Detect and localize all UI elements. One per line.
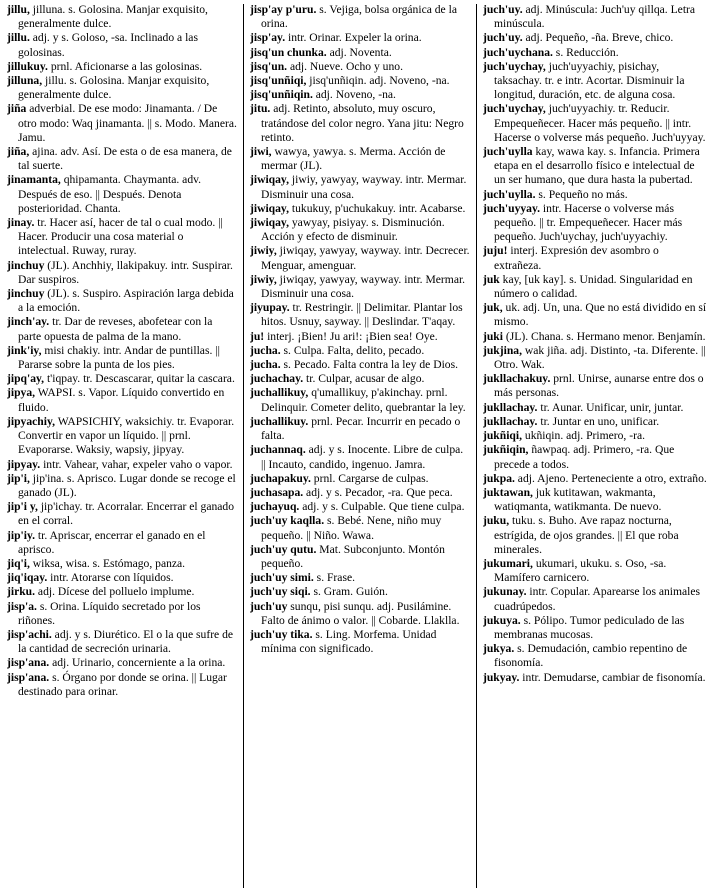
dictionary-entry	[7, 74, 237, 102]
entry-definition: s. Reducción.	[552, 45, 619, 59]
dictionary-entry	[250, 60, 470, 74]
entry-headword: juchallikuy,	[250, 386, 309, 400]
entry-definition: intr. Atorarse con líquidos.	[47, 571, 174, 585]
entry-definition: adj. Retinto, absoluto, muy oscuro, tratándose del color negro. Yana jitu: Negro retinto.	[261, 102, 464, 144]
dictionary-entry	[483, 614, 708, 642]
entry-headword: juku,	[483, 514, 510, 528]
dictionary-entry	[250, 344, 470, 358]
entry-headword: juk	[483, 272, 500, 286]
entry-definition: s. Pequeño no más.	[535, 187, 628, 201]
entry-headword: jiña,	[7, 145, 30, 159]
entry-headword: juch'uychay,	[483, 59, 546, 73]
entry-definition: sunqu, pisi sunqu. adj. Pusilámine. Falto de ánimo o valor. || Cobarde. Llaklla.	[261, 599, 460, 627]
dictionary-entry	[483, 486, 708, 514]
entry-definition: juk kutitawan, wakmanta, watiqmanta, watikmanta. De nuevo.	[494, 485, 662, 514]
entry-headword: jinchuy	[7, 258, 45, 272]
entry-headword: juk,	[483, 301, 503, 315]
entry-headword: jukjina,	[483, 343, 522, 357]
entry-headword: jillu,	[7, 3, 30, 16]
dictionary-entry	[483, 3, 708, 31]
entry-headword: jisp'ana.	[7, 670, 50, 684]
entry-headword: jukpa.	[483, 471, 515, 485]
dictionary-entry	[483, 46, 708, 60]
entry-definition: qhipamanta. Chaymanta. adv. Después de eso. || Después. Denota posterioridad. Chanta.	[18, 173, 202, 215]
entry-definition: wiksa, wisa. s. Estómago, panza.	[29, 556, 186, 570]
entry-headword: juchachay.	[250, 372, 304, 386]
entry-definition: intr. Orinar. Expeler la orina.	[285, 31, 422, 45]
entry-definition: adverbial. De ese modo: Jinamanta. / De otro modo: Waq jinamanta. || s. Modo. Manera. Jamu.	[18, 102, 237, 144]
dictionary-entry	[483, 145, 708, 188]
dictionary-entry	[250, 600, 470, 628]
dictionary-entry	[250, 216, 470, 244]
dictionary-entry	[483, 188, 708, 202]
dictionary-entry	[483, 372, 708, 400]
dictionary-entry	[7, 287, 237, 315]
entry-headword: juch'uy siqi.	[250, 585, 311, 599]
entry-definition: s. Bebé. Nene, niño muy pequeño. || Niño. Wawa.	[261, 514, 442, 542]
entry-definition: misi chakiy. intr. Andar de puntillas. || Pararse sobre la punta de los pies.	[18, 343, 220, 372]
dictionary-entry	[483, 244, 708, 272]
entry-definition: adj. y s. Diurético. El o la que sufre de la cantidad de secreción urinaria.	[18, 627, 234, 656]
entry-headword: jucha.	[250, 358, 281, 372]
entry-definition: Mat. Subconjunto. Montón pequeño.	[261, 542, 445, 570]
entry-definition: adj. Ajeno. Perteneciente a otro, extraño.	[514, 471, 707, 485]
entry-headword: jitu.	[250, 102, 271, 116]
entry-definition: s. Vejiga, bolsa orgánica de la orina.	[261, 3, 457, 31]
entry-headword: jiq'iqay.	[7, 571, 48, 585]
dictionary-entry	[250, 358, 470, 372]
entry-headword: jukñiqin,	[483, 443, 529, 457]
dictionary-entry	[250, 173, 470, 201]
dictionary-entry	[7, 31, 237, 59]
entry-definition: interj. ¡Bien! Ju ari!: ¡Bien sea! Oye.	[264, 329, 438, 343]
entry-headword: jinamanta,	[7, 173, 61, 187]
entry-definition: prnl. Aficionarse a las golosinas.	[47, 59, 203, 73]
entry-headword: jink'iy,	[7, 343, 42, 357]
entry-definition: tr. Aunar. Unificar, unir, juntar.	[537, 400, 684, 414]
entry-definition: jisq'unñiqin. adj. Noveno, -na.	[306, 74, 450, 88]
entry-definition: uk. adj. Un, una. Que no está dividido en sí mismo.	[494, 301, 707, 329]
dictionary-entry	[7, 344, 237, 372]
entry-definition: (JL). s. Suspiro. Aspiración larga debida a la emoción.	[18, 287, 234, 315]
entry-definition: jilluna. s. Golosina. Manjar exquisito, generalmente dulce.	[18, 3, 208, 31]
entry-headword: jisq'unñiqi,	[250, 74, 307, 88]
dictionary-entry	[7, 3, 237, 31]
entry-headword: jipyay.	[7, 457, 41, 471]
dictionary-entry	[483, 301, 708, 329]
entry-definition: tr. Apriscar, encerrar el ganado en el aprisco.	[18, 528, 206, 556]
entry-definition: ukñiqin. adj. Primero, -ra.	[522, 429, 645, 443]
dictionary-entry	[7, 628, 237, 656]
entry-definition: adj. y s. Culpable. Que tiene culpa.	[299, 500, 465, 514]
dictionary-entry	[7, 571, 237, 585]
entry-headword: jipyachiy,	[7, 414, 55, 428]
entry-definition: juch'uyyachiy. tr. Reducir. Empequeñecer. Hacer más pequeño. || intr. Hacerse o volverse más pequeño. Juch'uyyay.	[494, 102, 706, 144]
dictionary-entry	[483, 429, 708, 443]
entry-definition: tuku. s. Buho. Ave rapaz nocturna, estrígida, de ojos grandes. || El que roba minerales.	[494, 514, 679, 556]
entry-headword: jiña	[7, 102, 27, 116]
entry-headword: jip'i,	[7, 471, 30, 485]
dictionary-entry	[250, 514, 470, 542]
entry-definition: wawya, yawya. s. Merma. Acción de mermar (JL).	[261, 145, 446, 173]
entry-headword: jisp'ay p'uru.	[250, 3, 317, 16]
entry-definition: adj. Dícese del polluelo implume.	[35, 585, 195, 599]
entry-definition: intr. Copular. Aparearse los animales cuadrúpedos.	[494, 585, 701, 613]
entry-definition: yawyay, pisiyay. s. Disminución. Acción y efecto de disminuir.	[261, 216, 445, 244]
dictionary-entry	[483, 671, 708, 685]
entry-headword: juch'uy tika.	[250, 627, 313, 641]
dictionary-entry	[250, 301, 470, 329]
dictionary-entry	[250, 443, 470, 471]
entry-definition: jip'ichay. tr. Acorralar. Encerrar el ganado en el corral.	[18, 500, 235, 528]
entry-headword: jisq'unñiqin.	[250, 88, 313, 102]
entry-headword: jillu.	[7, 31, 30, 45]
entry-headword: juch'uy	[250, 599, 288, 613]
entry-definition: prnl. Unirse, aunarse entre dos o más personas.	[494, 372, 704, 400]
entry-definition: interj. Expresión dev asombro o extrañeza.	[494, 244, 659, 272]
entry-headword: jisp'a.	[7, 599, 37, 613]
entry-definition: s. Pecado. Falta contra la ley de Dios.	[280, 358, 459, 372]
entry-definition: adj. Urinario, concerniente a la orina.	[49, 656, 226, 670]
dictionary-entry	[250, 472, 470, 486]
entry-headword: ju!	[250, 329, 265, 343]
entry-headword: jinch'ay.	[7, 315, 50, 329]
dictionary-entry	[7, 216, 237, 259]
entry-headword: jukunay.	[483, 585, 527, 599]
entry-definition: jillu. s. Golosina. Manjar exquisito, generalmente dulce.	[18, 74, 210, 102]
dictionary-entry	[7, 458, 237, 472]
dictionary-entry	[7, 557, 237, 571]
entry-definition: t'iqpay. tr. Descascarar, quitar la cascara.	[44, 372, 235, 386]
column-middle	[250, 3, 470, 888]
entry-headword: jiwiqay,	[250, 216, 289, 230]
entry-headword: juch'uy qutu.	[250, 542, 317, 556]
entry-headword: juktawan,	[483, 485, 533, 499]
entry-headword: jukñiqi,	[483, 429, 522, 443]
entry-headword: juchannaq.	[250, 443, 306, 457]
dictionary-entry	[250, 386, 470, 414]
dictionary-entry	[483, 585, 708, 613]
dictionary-entry	[483, 642, 708, 670]
entry-headword: jisq'un chunka.	[250, 45, 327, 59]
dictionary-entry	[250, 46, 470, 60]
entry-definition: prnl. Cargarse de culpas.	[310, 471, 429, 485]
dictionary-entry	[483, 443, 708, 471]
dictionary-entry	[483, 415, 708, 429]
entry-headword: juchallikuy.	[250, 414, 309, 428]
dictionary-entry	[250, 330, 470, 344]
entry-definition: jiwiqay, yawyay, wayway. intr. Mermar. Disminuir una cosa.	[261, 272, 466, 301]
entry-definition: wak jiña. adj. Distinto, -ta. Diferente. || Otro. Wak.	[494, 343, 706, 372]
entry-headword: jisp'achi.	[7, 627, 52, 641]
dictionary-entry	[7, 259, 237, 287]
dictionary-entry	[7, 656, 237, 670]
entry-headword: juch'uylla	[483, 145, 533, 159]
dictionary-entry	[250, 3, 470, 31]
entry-definition: adj. Minúscula: Juch'uy qillqa. Letra minúscula.	[494, 3, 696, 31]
dictionary-entry	[7, 671, 237, 699]
dictionary-entry	[250, 500, 470, 514]
entry-definition: q'umallikuy, p'akinchay. prnl. Delinquir. Cometer delito, quebrantar la ley.	[261, 386, 466, 414]
dictionary-entry	[7, 585, 237, 599]
entry-definition: WAPSI. s. Vapor. Líquido convertido en fluido.	[18, 386, 225, 414]
dictionary-entry	[250, 372, 470, 386]
entry-headword: juch'uychay,	[483, 102, 546, 116]
dictionary-entry	[250, 415, 470, 443]
entry-definition: ajina. adv. Así. De esta o de esa manera, de tal suerte.	[18, 145, 232, 173]
dictionary-entry	[483, 472, 708, 486]
entry-definition: adj. y s. Pecador, -ra. Que peca.	[303, 485, 453, 499]
entry-headword: juchasapa.	[250, 485, 304, 499]
dictionary-entry	[483, 102, 708, 145]
dictionary-entry	[250, 244, 470, 272]
entry-headword: juch'uy kaqlla.	[250, 514, 325, 528]
dictionary-entry	[7, 315, 237, 343]
dictionary-entry	[7, 415, 237, 458]
entry-definition: ñawpaq. adj. Primero, -ra. Que precede a todos.	[494, 443, 675, 471]
entry-headword: juch'uy.	[483, 3, 523, 16]
dictionary-entry	[250, 628, 470, 656]
entry-headword: jillukuy.	[7, 59, 48, 73]
dictionary-entry	[483, 273, 708, 301]
dictionary-entry	[250, 88, 470, 102]
column-divider	[476, 4, 477, 888]
entry-definition: tr. Culpar, acusar de algo.	[303, 372, 425, 386]
entry-definition: kay, [uk kay]. s. Unidad. Singularidad en número o calidad.	[494, 272, 693, 301]
dictionary-entry	[250, 202, 470, 216]
dictionary-entry	[250, 74, 470, 88]
dictionary-entry	[250, 145, 470, 173]
dictionary-entry	[483, 557, 708, 585]
dictionary-entry	[7, 145, 237, 173]
entry-headword: jinay.	[7, 216, 35, 230]
dictionary-entry	[7, 386, 237, 414]
dictionary-entry	[250, 31, 470, 45]
entry-definition: s. Demudación, cambio repentino de fisonomía.	[494, 642, 688, 670]
entry-definition: tr. Hacer así, hacer de tal o cual modo. || Hacer. Producir una cosa material o intelectual. Ruway, ruray.	[18, 216, 223, 258]
entry-headword: jisq'un.	[250, 59, 288, 73]
entry-definition: intr. Vahear, vahar, expeler vaho o vapor.	[40, 457, 233, 471]
entry-headword: jisp'ay.	[250, 31, 286, 45]
entry-headword: jirku.	[7, 585, 36, 599]
entry-headword: juch'uy simi.	[250, 571, 314, 585]
dictionary-entry	[483, 401, 708, 415]
dictionary-entry	[7, 372, 237, 386]
entry-definition: adj. Pequeño, -ña. Breve, chico.	[522, 31, 674, 45]
entry-headword: jiwiqay,	[250, 173, 289, 187]
entry-definition: (JL). Chana. s. Hermano menor. Benjamín.	[502, 329, 706, 343]
entry-headword: jipya,	[7, 386, 36, 400]
dictionary-entry	[250, 102, 470, 145]
entry-definition: juch'uyyachiy, pisichay, taksachay. tr. e intr. Acortar. Disminuir la longitud, duración, etc. de alguna cosa.	[494, 59, 685, 102]
entry-headword: juchapakuy.	[250, 471, 311, 485]
entry-headword: juch'uyyay.	[483, 201, 541, 215]
dictionary-entry	[483, 31, 708, 45]
entry-headword: jip'i y,	[7, 500, 38, 514]
entry-definition: ukumari, ukuku. s. Oso, -sa. Mamífero carnicero.	[494, 556, 667, 585]
entry-headword: jukya.	[483, 642, 515, 656]
entry-headword: jukuya.	[483, 613, 521, 627]
entry-headword: jinchuy	[7, 287, 45, 301]
entry-definition: WAPSICHIY, waksichiy. tr. Evaporar. Convertir en vapor un líquido. || prnl. Evaporarse. Waksiy, wapsiy, jipyay.	[18, 414, 235, 457]
dictionary-entry	[7, 472, 237, 500]
entry-definition: s. Gram. Guión.	[310, 585, 388, 599]
dictionary-entry	[483, 514, 708, 557]
dictionary-entry	[483, 202, 708, 245]
dictionary-entry	[250, 486, 470, 500]
dictionary-entry	[250, 273, 470, 301]
dictionary-entry	[7, 60, 237, 74]
entry-headword: jip'iy.	[7, 528, 36, 542]
column-divider	[243, 4, 244, 888]
entry-definition: s. Órgano por donde se orina. || Lugar destinado para orinar.	[18, 670, 227, 698]
entry-definition: (JL). Anchhiy, llakipakuy. intr. Suspirar. Dar suspiros.	[18, 258, 233, 286]
dictionary-entry	[250, 543, 470, 571]
entry-definition: intr. Demudarse, cambiar de fisonomía.	[519, 670, 706, 684]
dictionary-entry	[483, 330, 708, 344]
entry-headword: jiwiy,	[250, 272, 277, 286]
entry-headword: juchayuq.	[250, 500, 300, 514]
entry-definition: s. Ling. Morfema. Unidad mínima con significado.	[261, 627, 437, 656]
entry-definition: adj. Nueve. Ocho y uno.	[287, 59, 403, 73]
entry-definition: adj. Noveno, -na.	[312, 88, 396, 102]
dictionary-entry	[7, 529, 237, 557]
entry-headword: jiyupay.	[250, 301, 290, 315]
entry-definition: tr. Restringir. || Delimitar. Plantar los hitos. Usnuy, sayway. || Deslindar. T'aqay.	[261, 301, 463, 329]
entry-definition: tr. Juntar en uno, unificar.	[537, 414, 660, 428]
entry-definition: jip'ina. s. Aprisco. Lugar donde se recoge el ganado (JL).	[18, 471, 236, 499]
entry-headword: jucha.	[250, 343, 281, 357]
entry-definition: prnl. Pecar. Incurrir en pecado o falta.	[261, 414, 461, 443]
entry-headword: juch'uylla.	[483, 187, 536, 201]
entry-definition: s. Orina. Líquido secretado por los riñones.	[18, 599, 201, 627]
entry-definition: s. Culpa. Falta, delito, pecado.	[280, 343, 425, 357]
dictionary-entry	[250, 585, 470, 599]
entry-headword: jiwiqay,	[250, 201, 289, 215]
column-left	[7, 3, 237, 888]
dictionary-entry	[7, 102, 237, 145]
dictionary-entry	[483, 344, 708, 372]
entry-headword: jukyay.	[483, 670, 520, 684]
entry-headword: jilluna,	[7, 74, 43, 88]
entry-headword: jisp'ana.	[7, 656, 50, 670]
entry-headword: juki	[483, 329, 503, 343]
entry-definition: jiwiy, yawyay, wayway. intr. Mermar. Disminuir una cosa.	[261, 173, 467, 201]
entry-definition: adj. y s. Inocente. Libre de culpa. || Incauto, candido, ingenuo. Jamra.	[261, 443, 464, 471]
dictionary-entry	[250, 571, 470, 585]
entry-definition: tr. Dar de reveses, abofetear con la parte opuesta de palma de la mano.	[18, 315, 213, 343]
entry-definition: jiwiqay, yawyay, wayway. intr. Decrecer. Menguar, amenguar.	[261, 244, 470, 272]
entry-definition: kay, wawa kay. s. Infancia. Primera etapa en el desarrollo físico e intelectual de un ser humano, que dura hasta la pubertad.	[494, 145, 700, 187]
entry-headword: juju!	[483, 244, 508, 258]
entry-headword: jukllachay.	[483, 414, 538, 428]
entry-definition: s. Frase.	[313, 571, 355, 585]
column-right	[483, 3, 708, 888]
entry-definition: s. Pólipo. Tumor pediculado de las membranas mucosas.	[494, 613, 685, 641]
entry-headword: jiwi,	[250, 145, 272, 159]
entry-headword: jiwiy,	[250, 244, 277, 258]
entry-headword: juch'uy.	[483, 31, 523, 45]
entry-headword: jukllachakuy.	[483, 372, 551, 386]
dictionary-entry	[7, 500, 237, 528]
entry-definition: adj. y s. Goloso, -sa. Inclinado a las golosinas.	[18, 31, 198, 59]
dictionary-entry	[7, 600, 237, 628]
entry-headword: jukumari,	[483, 556, 533, 570]
entry-headword: juch'uychana.	[483, 45, 553, 59]
entry-headword: jiq'i,	[7, 556, 30, 570]
dictionary-entry	[483, 60, 708, 103]
dictionary-entry	[7, 173, 237, 216]
entry-definition: tukukuy, p'uchukakuy. intr. Acabarse.	[288, 201, 466, 215]
entry-headword: jukllachay.	[483, 400, 538, 414]
entry-definition: adj. Noventa.	[326, 45, 392, 59]
entry-headword: jipq'ay,	[7, 372, 45, 386]
entry-definition: intr. Hacerse o volverse más pequeño. || tr. Empequeñecer. Hacer más pequeño. Juch'uychay, juch'uyyachiy.	[494, 201, 683, 244]
